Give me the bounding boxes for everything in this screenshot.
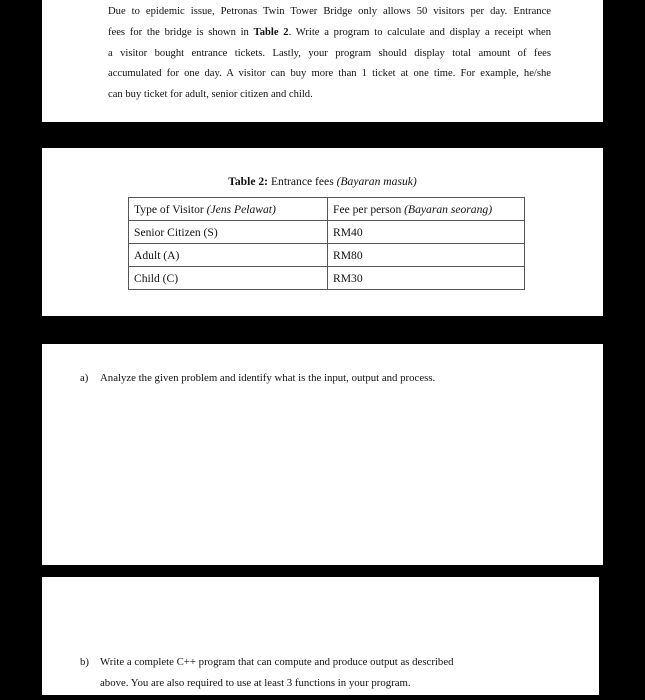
header-visitor-type: Type of Visitor (Jens Pelawat) <box>129 198 328 221</box>
question-b-text-line2: above. You are also required to use at least 3 functions in your program. <box>100 677 411 689</box>
fee-cell: RM30 <box>328 267 525 290</box>
question-a-label: a) <box>80 372 89 384</box>
table-caption-translation: (Bayaran masuk) <box>336 175 417 188</box>
table-row <box>129 221 525 244</box>
question-b-label: b) <box>80 656 89 668</box>
table-caption <box>42 175 603 188</box>
question-a <box>80 368 560 389</box>
table-caption-text: Entrance fees <box>268 175 337 188</box>
table-row <box>129 244 525 267</box>
intro-line-5: can buy ticket for adult, senior citizen and child. <box>108 89 313 101</box>
visitor-type-cell: Adult (A) <box>129 244 328 267</box>
problem-statement-panel <box>42 0 603 122</box>
fee-cell: RM40 <box>328 221 525 244</box>
entrance-fees-table <box>128 197 525 290</box>
table-caption-label: Table 2: <box>228 175 269 188</box>
question-a-text: Analyze the given problem and identify what is the input, output and process. <box>100 372 436 384</box>
header-fee: Fee per person (Bayaran seorang) <box>328 198 525 221</box>
question-a-panel <box>42 344 603 565</box>
intro-line-3: a visitor bought entrance tickets. Lastly, your program should display total amount of fees <box>108 47 551 59</box>
fee-cell: RM80 <box>328 244 525 267</box>
question-b-panel <box>42 577 599 695</box>
problem-statement <box>108 2 551 106</box>
visitor-type-cell: Child (C) <box>129 267 328 290</box>
table-row <box>129 267 525 290</box>
question-b <box>80 652 580 694</box>
intro-line-1: Due to epidemic issue, Petronas Twin Tower Bridge only allows 50 visitors per day. Entrance <box>108 6 551 17</box>
intro-line-4: accumulated for one day. A visitor can buy more than 1 ticket at one time. For example, he/she <box>108 68 551 80</box>
visitor-type-cell: Senior Citizen (S) <box>129 221 328 244</box>
intro-line-2: fees for the bridge is shown in Table 2. Write a program to calculate and display a receipt when <box>108 26 552 38</box>
table-reference: Table 2 <box>253 26 289 38</box>
table-panel <box>42 148 603 316</box>
table-header-row <box>129 198 525 221</box>
question-b-text-line1: Write a complete C++ program that can compute and produce output as described <box>100 656 454 668</box>
